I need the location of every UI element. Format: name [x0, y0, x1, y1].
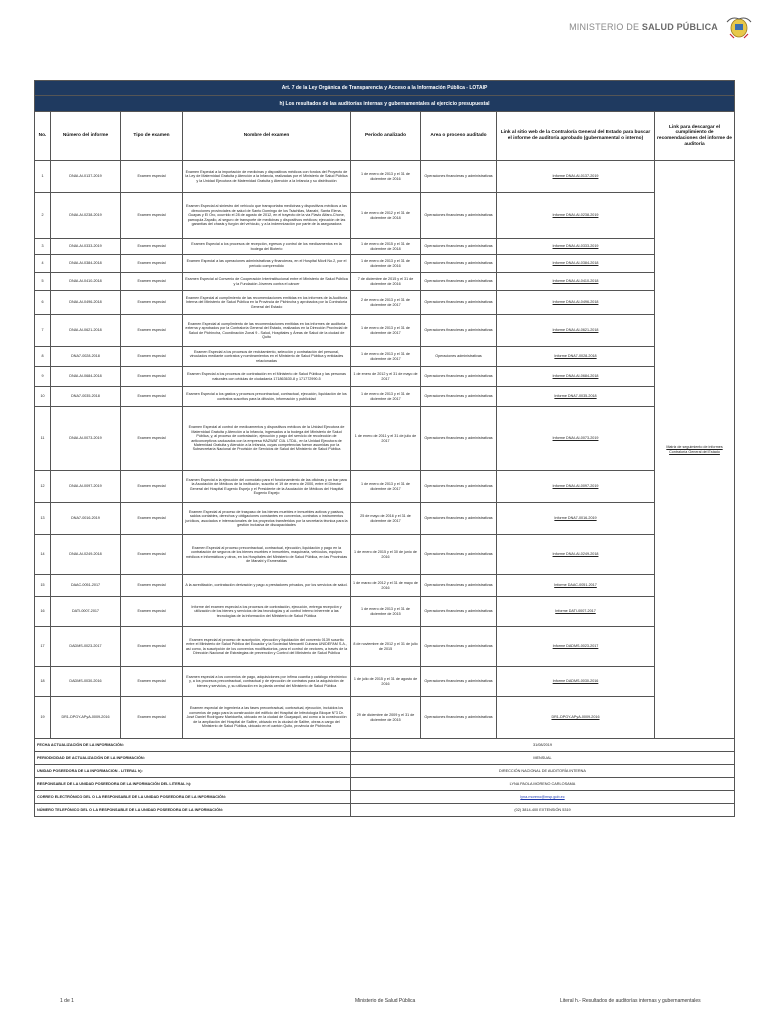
table-row: [35, 193, 735, 239]
footer-label: UNIDAD POSEEDORA DE LA INFORMACION - LITERAL h):: [35, 765, 351, 778]
exam-name: Examen especial de ingeniería a las fases precontractual, contractual, ejecución, incluidos los convenios de pago para la construcción del edificio del Hospital de Infectología Bloque N°3 Dr. José Daniel Rodríguez Maridueña, ubicado en la ciudad de Guayaquil, así como a la construcción de la ampliación del Hospital de Salitre, ubicado en la ciudad de Salitre, obras a cargo del Ministerio de Salud Pública, ubicado en el cantón Quito, provincia de Pichincha: [183, 697, 351, 739]
table-row: [35, 627, 735, 667]
period-analyzed: 25 de mayo de 2016 y el 31 de diciembre de 2017: [351, 503, 421, 535]
period-analyzed: 8 de noviembre de 2012 y el 31 de julio de 2015: [351, 627, 421, 667]
footer-value: 31/08/2019: [351, 739, 735, 752]
row-number: 11: [35, 407, 51, 471]
exam-type: Examen especial: [121, 597, 183, 627]
footer-info-row: [35, 778, 735, 791]
row-number: 5: [35, 273, 51, 291]
table-row: [35, 367, 735, 387]
row-number: 14: [35, 535, 51, 575]
table-row: [35, 255, 735, 273]
exam-type: Examen especial: [121, 255, 183, 273]
period-analyzed: 1 de enero de 2013 y el 31 de diciembre de 2017: [351, 315, 421, 347]
exam-type: Examen especial: [121, 667, 183, 697]
exam-type: Examen especial: [121, 471, 183, 503]
report-link[interactable]: Informe DATI-0007-2017: [497, 597, 655, 627]
footer-value: LYNA PAOLA MORENO CARLOSAMA: [351, 778, 735, 791]
exam-type: Examen especial: [121, 161, 183, 193]
period-analyzed: 1 de enero de 2012 y el 31 de diciembre de 2018: [351, 193, 421, 239]
period-analyzed: 1 de enero de 2013 y el 31 de diciembre de 2016: [351, 161, 421, 193]
audited-area: Operaciones financieras y administrativas: [421, 255, 497, 273]
audited-area: Operaciones financieras y administrativas: [421, 291, 497, 315]
row-number: 10: [35, 387, 51, 407]
report-link[interactable]: Informe DNA7-0035-2018: [497, 387, 655, 407]
col-header: Nombre del examen: [183, 112, 351, 161]
exam-type: Examen especial: [121, 627, 183, 667]
report-number: DATI-0007-2017: [51, 597, 121, 627]
table-title: Art. 7 de la Ley Orgánica de Transparencia y Acceso a la Información Pública - LOTAIP: [35, 81, 735, 96]
table-row: [35, 291, 735, 315]
exam-name: Examen Especial a los procesos de recepción, egresos y control de los medicamentos en la bodega del Bioterio: [183, 239, 351, 255]
audited-area: Operaciones financieras y administrativas: [421, 575, 497, 597]
period-analyzed: 1 de enero de 2012 y el 31 de mayo de 2017: [351, 367, 421, 387]
table-row: [35, 315, 735, 347]
row-number: 8: [35, 347, 51, 367]
footer-doc-title: Literal h.- Resultados de auditorías internas y gubernamentales: [560, 998, 701, 1004]
exam-type: Examen especial: [121, 407, 183, 471]
audited-area: Operaciones financieras y administrativas: [421, 667, 497, 697]
footer-label: RESPONSABLE DE LA UNIDAD POSEEDORA DE LA INFORMACIÓN DEL LITERAL h):: [35, 778, 351, 791]
period-analyzed: 2 de enero de 2013 y el 31 de diciembre de 2017: [351, 291, 421, 315]
exam-name: Examen Especial a las operaciones administrativas y financieras, en el Hospital Móvil No.2, por el periodo comprendido: [183, 255, 351, 273]
report-link[interactable]: Informe DNAI-AI-0073-2019: [497, 407, 655, 471]
col-header: Número del informe: [51, 112, 121, 161]
report-number: DADMS-0030-2016: [51, 667, 121, 697]
footer-info-row: [35, 791, 735, 804]
audited-area: Operaciones financieras y administrativas: [421, 193, 497, 239]
report-link[interactable]: Informe DNAI-AI-0621-2018: [497, 315, 655, 347]
exam-name: Examen Especial al proceso precontractual, contractual, ejecución, liquidación y pago en la contratación de seguros de los bienes muebles e inmuebles, maquinaria, vehículos, equipos médicos e informáticos y otros, en los Hospitales del Ministerio de Salud Pública, en las Provincias de Manabí y Esmeraldas: [183, 535, 351, 575]
report-number: DNAI-AI-0249-2018: [51, 535, 121, 575]
row-number: 9: [35, 367, 51, 387]
period-analyzed: 1 de marzo de 2012 y el 31 de mayo de 2016: [351, 575, 421, 597]
table-row: [35, 697, 735, 739]
row-number: 18: [35, 667, 51, 697]
report-number: DNAI-AI-0684-2018: [51, 367, 121, 387]
report-link[interactable]: Informe DNAI-AI-0333-2019: [497, 239, 655, 255]
coat-of-arms-icon: [724, 14, 754, 40]
exam-type: Examen especial: [121, 503, 183, 535]
report-number: DNA7-0035-2018: [51, 387, 121, 407]
row-number: 16: [35, 597, 51, 627]
report-number: DAAC-0051-2017: [51, 575, 121, 597]
period-analyzed: 1 de enero de 2013 y el 31 de diciembre de 2016: [351, 255, 421, 273]
audited-area: Operaciones financieras y administrativas: [421, 387, 497, 407]
footer-info-row: [35, 739, 735, 752]
audited-area: Operaciones financieras y administrativas: [421, 315, 497, 347]
exam-name: Examen Especial al siniestro del vehículo que transportaba medicinas y dispositivos médicos a las direcciones provinciales de salud de Santo Domingo de los Tsáchilas, Manabí, Santa Elena, Guayas y El Oro, ocurrido el 28 de agosto de 2012, en el trayecto de la vía Flavio Alfaro-Chone, parroquia Zapallo, al seguro de transporte de medicinas y dispositivos médicos; ejecución de las garantías del chasis y furgón del vehículo, y a la indemnización por parte de la aseguradora: [183, 193, 351, 239]
recommendations-matrix-link[interactable]: Matriz de seguimiento de informes Contraloría General del Estado: [655, 161, 735, 739]
exam-name: Examen Especial a la importación de medicinas y dispositivos médicos con fondos del Proyecto de la Ley de Maternidad Gratuita y Atención a la Infancia, realizadas por el Ministerio de Salud Pública y la Unidad Ejecutora de Maternidad Gratuita y Atención a la Infancia y su distribución: [183, 161, 351, 193]
table-row: [35, 471, 735, 503]
footer-value: MENSUAL: [351, 752, 735, 765]
report-link[interactable]: Informe DNAI-AI-0249-2018: [497, 535, 655, 575]
exam-type: Examen especial: [121, 575, 183, 597]
period-analyzed: 29 de diciembre de 2009 y el 31 de diciembre de 2015: [351, 697, 421, 739]
col-header: Período analizado: [351, 112, 421, 161]
period-analyzed: 1 de enero de 2015 y el 31 de diciembre de 2018: [351, 239, 421, 255]
audited-area: Operaciones financieras y administrativas: [421, 161, 497, 193]
audited-area: Operaciones financieras y administrativas: [421, 273, 497, 291]
report-link[interactable]: Informe DNAI-AI-0684-2018: [497, 367, 655, 387]
row-number: 6: [35, 291, 51, 315]
ministry-logo: [569, 14, 754, 40]
exam-name: Examen Especial al control de medicamentos y dispositivos médicos de la Unidad Ejecutora de Maternidad Gratuita y Atención a la Infancia, ingresados a la bodega del Ministerio de Salud Pública, y, al proceso de contratación, ejecución y pago del servicio de recolección de anticonceptivos caducados con la empresa HAZWAT CIA. LTDA., en la Unidad Ejecutora de Maternidad Gratuita y Atención a la Infancia, cuyas competencias fueron asumidas por la Subsecretaría Nacional de Provisión de Servicios de Salud del Ministerio de Salud Pública: [183, 407, 351, 471]
exam-name: Examen especial a los convenios de pago, adquisiciones por ínfima cuantía y catálogo electrónico y, a los procesos precontractual, contractual y de ejecución de contratos para la adquisición de bienes y servicios, y, su utilización en la planta central del Ministerio de Salud Pública: [183, 667, 351, 697]
row-number: 19: [35, 697, 51, 739]
audited-area: Operaciones financieras y administrativas: [421, 367, 497, 387]
row-number: 4: [35, 255, 51, 273]
report-number: DNAI-AI-0410-2018: [51, 273, 121, 291]
table-row: [35, 161, 735, 193]
lotaip-sheet: [34, 80, 734, 817]
audited-area: Operaciones financieras y administrativas: [421, 471, 497, 503]
header-row: [35, 112, 735, 161]
table-row: [35, 347, 735, 367]
col-header: Tipo de examen: [121, 112, 183, 161]
report-link[interactable]: Informe DNA7-0028-2018: [497, 347, 655, 367]
exam-name: Examen Especial a la ejecución del comodato para el funcionamiento de las oficinas y un bar para la Asociación de Médicos de la institución, suscrito el 19 de enero de 2000, entre el Director General del Hospital Eugenio Espejo y el Presidente de la Asociación de Médicos del Hospital Eugenio Espejo: [183, 471, 351, 503]
period-analyzed: 7 de diciembre de 2015 y el 31 de diciembre de 2016: [351, 273, 421, 291]
report-number: DNAI-AI-0238-2019: [51, 193, 121, 239]
footer-label: PERIODICIDAD DE ACTUALIZACIÓN DE LA INFORMACIÓN:: [35, 752, 351, 765]
footer-label: NÚMERO TELEFÓNICO DEL O LA RESPONSABLE DE LA UNIDAD POSEEDORA DE LA INFORMACIÓN:: [35, 804, 351, 817]
audited-area: Operaciones financieras y administrativas: [421, 503, 497, 535]
row-number: 15: [35, 575, 51, 597]
report-link[interactable]: Informe DNAI-AI-0097-2019: [497, 471, 655, 503]
footer-info-row: [35, 765, 735, 778]
table-row: [35, 597, 735, 627]
report-number: DNAI-AI-0333-2019: [51, 239, 121, 255]
footer-value: (02) 3814-400 EXTENSIÓN 5319: [351, 804, 735, 817]
row-number: 17: [35, 627, 51, 667]
exam-name: Informe del examen especial a los procesos de contratación, ejecución, entrega recepción y utilización de los bienes y servicios de las tecnologías y al control interno inherente a las tecnologías de la información del Ministerio de Salud Pública: [183, 597, 351, 627]
table-row: [35, 503, 735, 535]
report-link[interactable]: Informe DNAI-AI-0496-2018: [497, 291, 655, 315]
exam-name: Examen especial al proceso de suscripción, ejecución y liquidación del convenio 0139 suscrito entre el Ministerio de Salud Pública del Ecuador y la Sociedad Mercantil Cubana UNIDEFAM S.A., así como, la suscripción de los convenios modificatorios, para el control de vectores, a través de la Dirección Nacional de Estrategias de prevención y Control del Ministerio de Salud Pública: [183, 627, 351, 667]
footer-info-row: [35, 804, 735, 817]
table-row: [35, 407, 735, 471]
report-link[interactable]: Informe DAAC-0051-2017: [497, 575, 655, 597]
row-number: 12: [35, 471, 51, 503]
exam-name: Examen Especial al cumplimiento de las recomendaciones emitidas en los informes de la Auditoría Interna del Ministerio de Salud Pública en la Provincia de Pichincha y aprobados por la Contraloría General del Estado: [183, 291, 351, 315]
report-link[interactable]: Informe DNAI-AI-0384-2018: [497, 255, 655, 273]
report-number: DNAI-AI-0097-2019: [51, 471, 121, 503]
footer-label: CORREO ELECTRÓNICO DEL O LA RESPONSABLE DE LA UNIDAD POSEEDORA DE LA INFORMACIÓN:: [35, 791, 351, 804]
audited-area: Operaciones financieras y administrativas: [421, 239, 497, 255]
exam-type: Examen especial: [121, 347, 183, 367]
footer-info-row: [35, 752, 735, 765]
period-analyzed: 1 de enero de 2015 y el 30 de junio de 2016: [351, 535, 421, 575]
audited-area: Operaciones financieras y administrativas: [421, 407, 497, 471]
report-link[interactable]: Informe DADMS-0023-2017: [497, 627, 655, 667]
exam-type: Examen especial: [121, 697, 183, 739]
exam-type: Examen especial: [121, 315, 183, 347]
audited-area: Operaciones financieras y administrativas: [421, 697, 497, 739]
period-analyzed: 1 de enero de 2013 y el 31 de diciembre de 2015: [351, 597, 421, 627]
table-row: [35, 387, 735, 407]
exam-name: Examen Especial al cumplimiento de las recomendaciones emitidas en los informes de auditoría externa y aprobados por la Contraloría General del Estado, realizados en la Dirección Provincial de Salud de Pichincha, Coordinación Zonal 9 - Salud, Hospitales y Áreas de Salud de la ciudad de Quito: [183, 315, 351, 347]
page-number: 1 de 1: [60, 998, 74, 1004]
email-link[interactable]: lyna.moreno@msp.gob.ec: [351, 791, 735, 804]
report-link[interactable]: Informe DNAI-AI-0137-2019: [497, 161, 655, 193]
exam-name: Examen Especial a los procesos de contratación en el Ministerio de Salud Pública y las personas naturales con cédulas de ciudadanía 171863630-8 y 171772990-5: [183, 367, 351, 387]
row-number: 3: [35, 239, 51, 255]
footer-label: FECHA ACTUALIZACIÓN DE LA INFORMACIÓN:: [35, 739, 351, 752]
row-number: 1: [35, 161, 51, 193]
exam-type: Examen especial: [121, 193, 183, 239]
ministry-name: MINISTERIO DE SALUD PÚBLICA: [569, 22, 718, 32]
table-row: [35, 575, 735, 597]
report-link[interactable]: Informe DNA7-0016-2019: [497, 503, 655, 535]
audited-area: Operaciones administrativas: [421, 347, 497, 367]
exam-type: Examen especial: [121, 273, 183, 291]
exam-type: Examen especial: [121, 367, 183, 387]
report-link[interactable]: Informe DNAI-AI-0238-2019: [497, 193, 655, 239]
audited-area: Operaciones financieras y administrativas: [421, 535, 497, 575]
audited-area: Operaciones financieras y administrativas: [421, 627, 497, 667]
col-header: Area o proceso auditado: [421, 112, 497, 161]
period-analyzed: 1 de enero de 2013 y el 31 de diciembre de 2017: [351, 387, 421, 407]
exam-type: Examen especial: [121, 291, 183, 315]
report-link[interactable]: DR1-DPGY-APyA-0009-2016: [497, 697, 655, 739]
period-analyzed: 1 de julio de 2015 y el 31 de agosto de 2016: [351, 667, 421, 697]
report-link[interactable]: Informe DNAI-AI-0410-2018: [497, 273, 655, 291]
exam-name: Examen Especial a los gastos y procesos precontractual, contractual, ejecución, liquidación de los contratos suscritos para la difusión, información y publicidad: [183, 387, 351, 407]
table-row: [35, 667, 735, 697]
report-number: DNAI-AI-0621-2018: [51, 315, 121, 347]
col-header: Link para descargar el cumplimiento de recomendaciones del informe de auditoría: [655, 112, 735, 161]
report-number: DNA7-0028-2018: [51, 347, 121, 367]
table-subtitle: h) Los resultados de las auditorías internas y gubernamentales al ejercicio presupuestal: [35, 96, 735, 112]
col-header: No.: [35, 112, 51, 161]
report-number: DNAI-AI-0137-2019: [51, 161, 121, 193]
col-header: Link al sitio web de la Contraloría General del Estado para buscar el informe de auditoría aprobado (gubernamental o interno): [497, 112, 655, 161]
period-analyzed: 1 de enero de 2013 y el 31 de diciembre de 2017: [351, 471, 421, 503]
exam-name: A la acreditación, contratación derivación y pago a prestadores privados, por los servicios de salud.: [183, 575, 351, 597]
row-number: 2: [35, 193, 51, 239]
footer-org: Ministerio de Salud Pública: [355, 998, 416, 1004]
exam-name: Examen Especial al Convenio de Cooperación Interinstitucional entre el Ministerio de Salud Pública y la Fundación Jóvenes contra el cáncer: [183, 273, 351, 291]
exam-name: Examen Especial al proceso de traspaso de los bienes muebles e inmuebles activos y pasivos, saldos contables, derechos y obligaciones constantes en convenios, contratos o instrumentos jurídicos, asociados e internacionales de los proyectos transferidos por la secretaría técnica para la gestión inclusiva de discapacidades: [183, 503, 351, 535]
audit-table: [34, 80, 735, 817]
report-number: DR1-DPGY-APyA-0009-2016: [51, 697, 121, 739]
report-number: DADMS-0023-2017: [51, 627, 121, 667]
exam-type: Examen especial: [121, 239, 183, 255]
report-number: DNA7-0016-2019: [51, 503, 121, 535]
report-link[interactable]: Informe DADMS-0030-2016: [497, 667, 655, 697]
period-analyzed: 1 de enero de 2013 y el 31 de diciembre de 2017: [351, 347, 421, 367]
exam-type: Examen especial: [121, 535, 183, 575]
table-row: [35, 273, 735, 291]
exam-name: Examen Especial a los procesos de reclutamiento, selección y contratación del personal, vinculados mediante contratos y nombramientos en el Ministerio de Salud Pública y entidades relacionadas: [183, 347, 351, 367]
report-number: DNAI-AI-0496-2018: [51, 291, 121, 315]
table-row: [35, 535, 735, 575]
report-number: DNAI-AI-0384-2018: [51, 255, 121, 273]
exam-type: Examen especial: [121, 387, 183, 407]
row-number: 13: [35, 503, 51, 535]
row-number: 7: [35, 315, 51, 347]
audited-area: Operaciones financieras y administrativas: [421, 597, 497, 627]
period-analyzed: 1 de enero de 2011 y el 31 de julio de 2017: [351, 407, 421, 471]
table-row: [35, 239, 735, 255]
footer-value: DIRECCIÓN NACIONAL DE AUDITORÍA INTERNA: [351, 765, 735, 778]
report-number: DNAI-AI-0073-2019: [51, 407, 121, 471]
